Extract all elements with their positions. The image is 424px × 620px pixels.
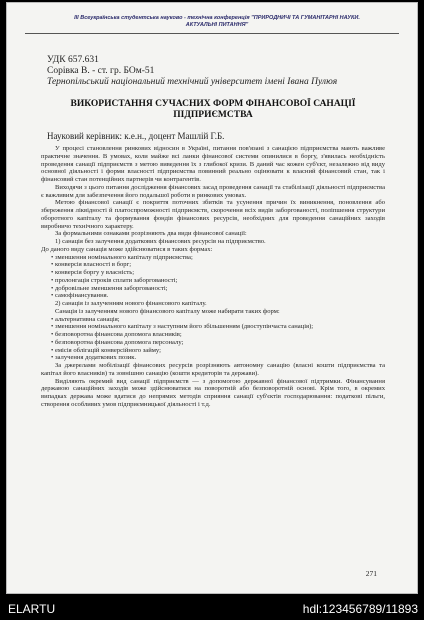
list-item: • пролонгація строків сплати заборгованості; [51,276,178,284]
list-item: • залучення додаткових позик. [51,354,137,362]
body-paragraph: 2) санація із залученням нового фінансового капіталу. [55,300,207,307]
body-paragraph: За формальними ознаками розрізняють два види фінансової санації: [55,230,247,238]
header-line-1: ІІІ Всеукраїнська студентська науково - технічна конференція "ПРИРОДНИЧІ ТА ГУМАНІТАРНІ НАУКИ. [74,15,360,21]
paper-page [6,2,418,594]
author-line: Сорівка В. - ст. гр. БОм-51 [47,66,155,76]
title-line-2: ПІДПРИЄМСТВА [173,110,253,120]
list-item: • конверсія власності в борг; [51,261,132,269]
body-paragraph: 1) санація без залучення додаткових фінансових ресурсів на підприємство. [55,238,266,245]
list-item: • добровільне зменшення заборгованості; [51,284,168,292]
body-paragraph: Виходячи з цього питання дослідження фінансових засад проведення санації та стабілізації діяльності підприємства є важливим для забезпечення його подальшої роботи в ринкових умовах. [41,183,385,199]
institution-line: Тернопільський національний технічний університет імені Івана Пулюя [47,77,338,87]
list-item: • альтернативна санація; [51,315,120,323]
title-line-1: ВИКОРИСТАННЯ СУЧАСНИХ ФОРМ ФІНАНСОВОЇ САНАЦІЇ [70,99,356,109]
body-paragraph: Виділяють окремий вид санації підприємств — з допомогою державної фінансової підтримки. Фінансування державою санаційних заходів може здійснюватися на поворотній або безповоротній основі. Крім того, в окремих випадках держава може вдатися до непрямих методів сприяння санації суб'єктів господарювання: податкові пільги, створення особливих умов підприємницької діяльності і т.д. [41,377,385,408]
body-paragraph: Метою фінансової санації є покриття поточних збитків та усунення причин їх виникнення, поновлення або збереження ліквідності й платоспроможності підприємств, скорочення всіх видів заборгованості, поліпшення структури оборотного капіталу та формування фондів фінансових ресурсів, необхідних для проведення санаційних заходів виробничо технічного характеру. [41,199,385,230]
conference-header [67,15,367,29]
footer-handle: hdl:123456789/11893 [302,602,418,616]
page-number: 271 [365,569,377,578]
list-item: • зменшення номінального капіталу підприємства; [51,253,193,261]
header-line-2: АКТУАЛЬНІ ПИТАННЯ" [185,22,249,28]
body-paragraph: За джерелами мобілізації фінансових ресурсів розрізняють автономну санацію (власні кошти підприємства та капітал його власників) та зовнішню санацію (кошти кредиторів та держави). [41,362,385,377]
list-item: • самофінансування. [51,292,109,300]
paper-title [37,99,389,121]
header-rule [25,33,399,34]
body-paragraph: До даного виду санація може здійснюватися в таких формах: [41,245,213,253]
list-item: • конверсія боргу у власність; [51,269,135,276]
supervisor-line: Науковий керівник: к.е.н., доцент Машлій Г.Б. [47,131,225,141]
paper-body [41,145,385,409]
list-item: • емісія облігацій конверсійного займу; [51,346,161,354]
udc-code: УДК 657.631 [47,55,99,65]
author-meta [47,55,337,88]
list-item: • безповоротна фінансова допомога власників; [51,331,182,338]
body-paragraph: У процесі становлення ринкових відносин в Україні, питання пов'язані з санацією підприємства мають важливе практичне значення. В умовах, коли майже всі ланки фінансової системи опинилися в боргу, з'явилась необхідність проведення санації підприємств з метою виведення їх з глибокої кризи. В даний час кожен суб'єкт, незалежно від виду основної діяльності і форми власності підприємства повинний реально оцінювати к власний фінансовий стан, так і фінансовий стан потенційних партнерів чи контрагентів. [41,145,385,183]
footer-bar [0,598,424,620]
body-paragraph: Санація із залученням нового фінансового капіталу може набирати таких форм: [55,307,280,315]
list-item: • зменшення номінального капіталу з наступним його збільшенням (двоступінчаста санація); [51,323,314,331]
footer-repository: ELARTU [8,602,56,616]
list-item: • безповоротна фінансова допомога персоналу; [51,338,184,346]
